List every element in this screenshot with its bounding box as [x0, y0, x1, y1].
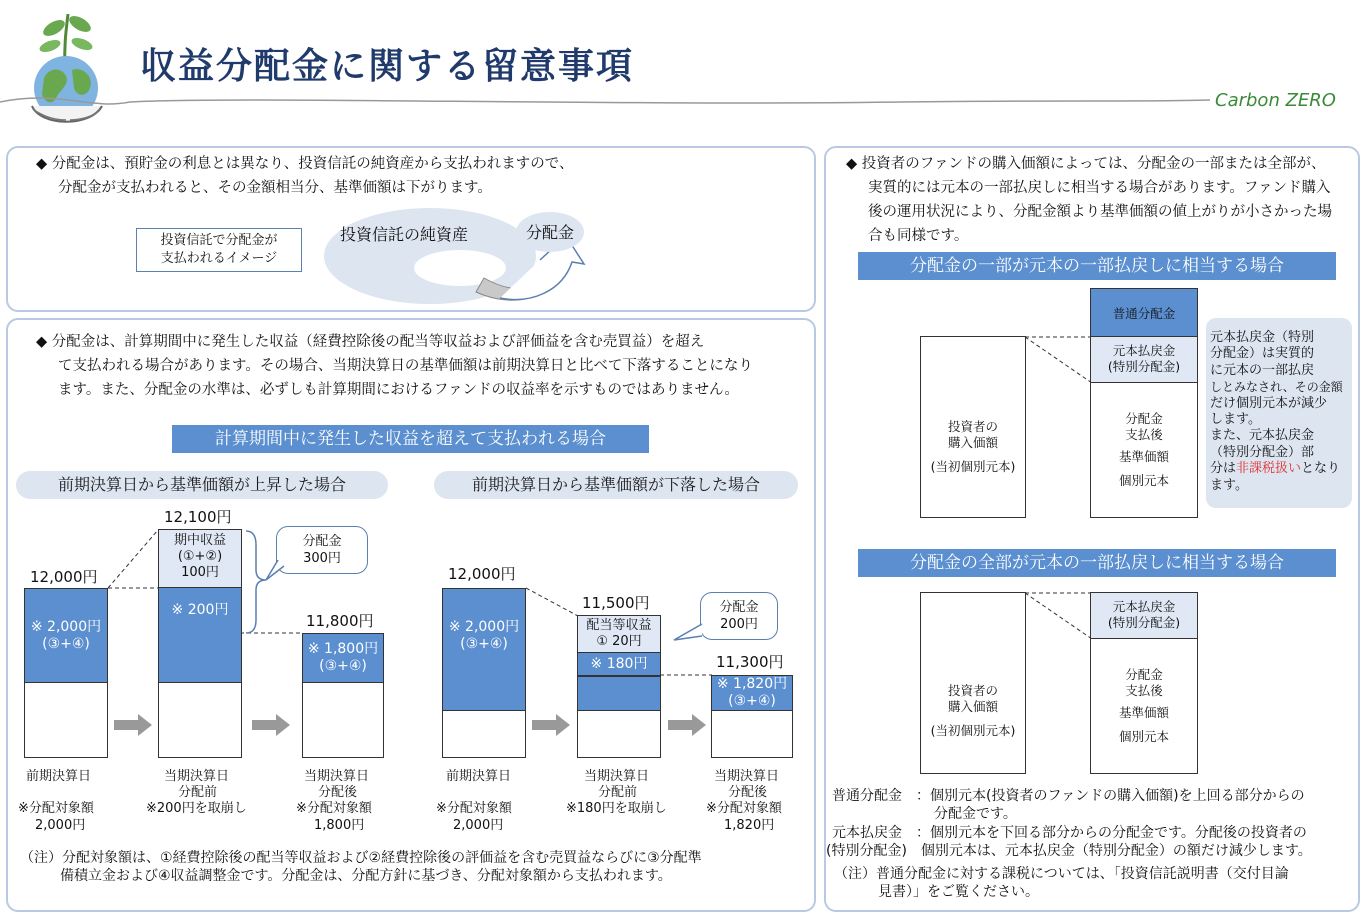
case-up-label-after-note1: ※分配対象額 — [296, 801, 372, 816]
net-assets-diagram — [316, 196, 596, 308]
case-down-before-income-line1: 配当等収益 — [586, 618, 652, 633]
case-up-label-before1: 当期決算日 — [164, 769, 230, 784]
full-after-line3: 基準価額 — [1118, 705, 1169, 720]
case-down-after-fill-line1: ※ 1,820円 — [716, 676, 788, 692]
case-down-label-prev: 前期決算日 — [446, 769, 512, 784]
def-refund-line2: (特別分配金) 個別元本は、元本払戻金（特別分配金）の額だけ減少します。 — [826, 843, 1312, 859]
case-up-after-fill-line1: ※ 1,800円 — [307, 641, 379, 657]
tax-note-line9a: 分は — [1210, 461, 1237, 477]
case-up-prev-value: 12,000円 — [30, 568, 98, 586]
partial-investor-line3: (当初個別元本) — [930, 459, 1016, 474]
image-caption-line1: 投資信託で分配金が — [160, 233, 278, 248]
net-assets-label: 投資信託の純資産 — [340, 225, 469, 244]
case-down-bubble-line2: 200円 — [720, 617, 758, 632]
case-up-before-fill-label: ※ 200円 — [171, 602, 229, 618]
panel2-line1: ◆ 分配金は、計算期間中に発生した収益（経費控除後の配当等収益および評価益を含む売買益）を超え — [36, 334, 705, 350]
image-caption-box — [136, 228, 302, 272]
case-up-label-prev-note2: 2,000円 — [35, 818, 86, 833]
partial-ordinary-box — [1090, 288, 1198, 338]
case-up-after-fill-line2: (③+④) — [319, 658, 367, 674]
partial-refund-line1: 元本払戻金 — [1112, 343, 1176, 358]
full-after-line2: 支払後 — [1125, 683, 1163, 698]
case-down-label-after1: 当期決算日 — [714, 769, 780, 784]
partial-after-line3: 基準価額 — [1118, 449, 1169, 464]
tax-note-line9 — [1210, 461, 1348, 477]
tax-note-line10: ます。 — [1210, 477, 1248, 493]
case-down-arrow-2-icon — [668, 714, 706, 736]
def-refund-line1: 元本払戻金 ：個別元本を下回る部分からの分配金です。分配後の投資者の — [832, 825, 1307, 841]
case-down-before-value: 11,500円 — [582, 594, 650, 612]
case-up-bubble-line1: 分配金 — [302, 534, 342, 549]
case-up-title: 前期決算日から基準価額が上昇した場合 — [16, 471, 388, 499]
def-ordinary-line2: 分配金です。 — [934, 806, 1017, 822]
panel3-note-line1: （注）普通分配金に対する課税については、「投資信託説明書（交付目論 — [834, 866, 1289, 882]
partial-refund-line2: (特別分配金) — [1107, 359, 1181, 374]
tax-note-line8: （特別分配金）部 — [1210, 444, 1315, 460]
case-down-bubble-line1: 分配金 — [719, 600, 759, 615]
partial-investor-line2: 購入価額 — [947, 435, 998, 450]
partial-after-line4: 個別元本 — [1118, 473, 1169, 488]
tax-note-line1: 元本払戻金（特別 — [1210, 330, 1315, 345]
full-after-line1: 分配金 — [1125, 667, 1163, 682]
panel1-line2: 分配金が支払われると、その金額相当分、基準価額は下がります。 — [58, 180, 492, 196]
case-up-before-value: 12,100円 — [164, 508, 232, 526]
tax-note-line3: に元本の一部払戻 — [1210, 362, 1315, 378]
case-down-before-base — [577, 710, 661, 758]
case-up-bubble-tail — [264, 560, 286, 582]
case-down-label-after-note1: ※分配対象額 — [706, 801, 782, 816]
panel1-line1: ◆ 分配金は、預貯金の利息とは異なり、投資信託の純資産から支払われますので、 — [36, 156, 574, 172]
case-down-before-fill-label: ※ 180円 — [590, 656, 648, 672]
case-up-before-income-line2: (①+②) — [177, 549, 223, 564]
def-ordinary-line1: 普通分配金 ：個別元本(投資者のファンドの購入価額)を上回る部分からの — [832, 788, 1305, 804]
case-up-prev-fill-line2: (③+④) — [42, 636, 90, 652]
panel2-note-line1: （注）分配対象額は、①経費控除後の配当等収益および②経費控除後の評価益を含む売買益ならびに③分配準 — [20, 850, 702, 866]
case-up-before-income — [158, 529, 242, 589]
full-after-box — [1090, 638, 1198, 774]
panel2-note-line2: 備積立金および④収益調整金です。分配金は、分配方針に基づき、分配対象額から支払われます。 — [60, 868, 672, 884]
case-down-after-fill — [711, 675, 793, 712]
full-refund-title: 分配金の全部が元本の一部払戻しに相当する場合 — [858, 549, 1336, 577]
full-refund-line2: (特別分配金) — [1107, 615, 1181, 630]
case-down-label-after-note2: 1,820円 — [724, 818, 775, 833]
case-down-bubble-tail — [672, 622, 706, 644]
case-up-prev-fill — [24, 588, 108, 684]
case-down-label-prev-note1: ※分配対象額 — [436, 801, 512, 816]
panel3-line1: ◆ 投資者のファンドの購入価額によっては、分配金の一部または全部が、 — [846, 156, 1326, 172]
case-down-arrow-1-icon — [532, 714, 570, 736]
case-up-bubble — [276, 526, 368, 574]
tax-note-line9c: となり — [1301, 461, 1341, 477]
case-up-label-after2: 分配後 — [318, 785, 358, 800]
case-up-bubble-line2: 300円 — [303, 551, 341, 566]
partial-refund-title: 分配金の一部が元本の一部払戻しに相当する場合 — [858, 252, 1336, 280]
tax-note-line4: しとみなされ、その金額 — [1210, 380, 1343, 395]
case-up-prev-base — [24, 682, 108, 758]
case-up-before-income-line1: 期中収益 — [173, 533, 226, 548]
tax-note-box — [1206, 318, 1352, 508]
case-down-label-after2: 分配後 — [728, 785, 768, 800]
case-down-after-value: 11,300円 — [716, 653, 784, 671]
header-wave-line — [0, 88, 1366, 118]
case-up-before-income-line3: 100円 — [181, 565, 219, 580]
case-down-label-prev-note2: 2,000円 — [453, 818, 504, 833]
full-investor-line3: (当初個別元本) — [930, 723, 1016, 738]
case-down-bubble — [700, 592, 778, 640]
full-refund-line1: 元本払戻金 — [1112, 599, 1176, 614]
case-up-label-before2: 分配前 — [178, 785, 218, 800]
case-up-label-before-note: ※200円を取崩し — [146, 801, 247, 816]
panel2-line3: ます。また、分配金の水準は、必ずしも計算期間におけるファンドの収益率を示すものではありません。 — [58, 382, 739, 398]
partial-investor-box — [920, 336, 1026, 518]
image-caption-line2: 支払われるイメージ — [160, 251, 278, 266]
case-down-label-before-note: ※180円を取崩し — [566, 801, 667, 816]
case-down-label-before2: 分配前 — [598, 785, 638, 800]
tax-note-line5: だけ個別元本が減少 — [1210, 395, 1328, 411]
panel3-line3: 後の運用状況により、分配金額より基準価額の値上がりが小さかった場 — [868, 204, 1332, 220]
partial-after-line1: 分配金 — [1125, 411, 1163, 426]
tax-note-line7: また、元本払戻金 — [1210, 428, 1315, 444]
case-down-after-fill-line2: (③+④) — [728, 693, 776, 709]
panel3-note-line2: 見書）」をご覧ください。 — [878, 884, 1039, 900]
partial-ordinary-label: 普通分配金 — [1112, 306, 1176, 321]
case-down-after-base — [711, 710, 793, 758]
case-up-label-prev: 前期決算日 — [26, 769, 92, 784]
case-down-prev-fill — [442, 588, 526, 712]
case-down-before-income-line2: ① 20円 — [596, 634, 642, 649]
case-up-after-fill — [302, 633, 384, 684]
case-down-title: 前期決算日から基準価額が下落した場合 — [434, 471, 798, 499]
partial-refund-box — [1090, 336, 1198, 384]
full-investor-box — [920, 592, 1026, 774]
case-up-after-value: 11,800円 — [306, 612, 374, 630]
case-down-before-income — [577, 615, 661, 653]
case-down-prev-value: 12,000円 — [448, 565, 516, 583]
case-down-before-fill-divider — [577, 675, 661, 677]
page-title: 収益分配金に関する留意事項 — [140, 46, 635, 87]
header — [0, 0, 1366, 140]
partial-investor-line1: 投資者の — [947, 419, 998, 434]
distribution-bubble-label: 分配金 — [526, 223, 575, 242]
case-up-after-base — [302, 682, 384, 758]
case-up-before-base — [158, 682, 242, 758]
case-down-label-before1: 当期決算日 — [584, 769, 650, 784]
tax-note-line2: 分配金）は実質的 — [1210, 346, 1315, 362]
case-up-arrow-2-icon — [252, 714, 290, 736]
partial-connector-lines — [1020, 330, 1100, 390]
case-down-prev-base — [442, 710, 526, 758]
section-title-excess: 計算期間中に発生した収益を超えて支払われる場合 — [172, 425, 649, 453]
case-up-label-prev-note1: ※分配対象額 — [18, 801, 94, 816]
partial-after-line2: 支払後 — [1125, 427, 1163, 442]
tax-free-highlight: 非課税扱い — [1236, 461, 1302, 477]
full-connector-lines — [1020, 588, 1100, 648]
case-down-prev-fill-line2: (③+④) — [460, 636, 508, 652]
full-investor-line1: 投資者の — [947, 683, 998, 698]
panel2-line2: て支払われる場合があります。その場合、当期決算日の基準価額は前期決算日と比べて下落することになり — [58, 358, 753, 374]
case-up-prev-fill-line1: ※ 2,000円 — [30, 619, 102, 635]
full-investor-line2: 購入価額 — [947, 699, 998, 714]
case-down-prev-fill-line1: ※ 2,000円 — [448, 619, 520, 635]
case-down-before-fill — [577, 652, 661, 712]
full-after-line4: 個別元本 — [1118, 729, 1169, 744]
full-refund-box — [1090, 592, 1198, 640]
case-up-before-fill — [158, 587, 242, 684]
brand-logo: Carbon ZERO — [1215, 90, 1336, 111]
case-up-label-after-note2: 1,800円 — [314, 818, 365, 833]
panel3-line4: 合も同様です。 — [868, 228, 969, 244]
partial-after-box — [1090, 382, 1198, 518]
tax-note-line6: します。 — [1210, 412, 1261, 428]
panel3-line2: 実質的には元本の一部払戻しに相当する場合があります。ファンド購入 — [868, 180, 1331, 196]
case-up-label-after1: 当期決算日 — [304, 769, 370, 784]
case-up-arrow-1-icon — [114, 714, 152, 736]
